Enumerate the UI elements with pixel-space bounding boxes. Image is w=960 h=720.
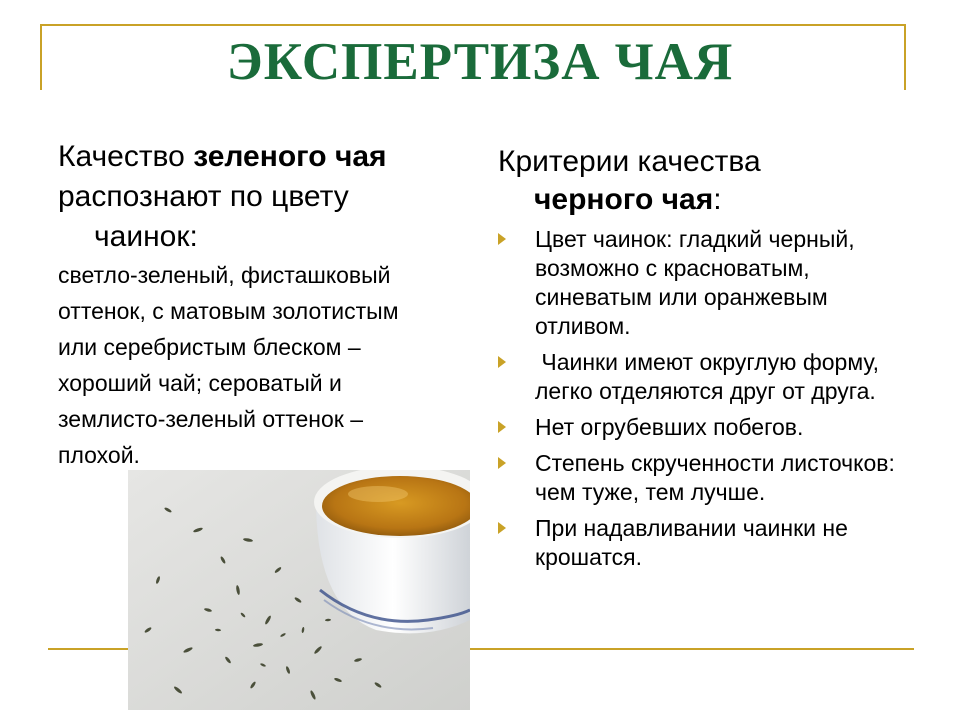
green-tea-line-2: распознают по цвету xyxy=(58,180,349,213)
black-tea-term: черного чая xyxy=(534,183,714,216)
tea-cup-photo xyxy=(128,470,470,710)
bullet-icon xyxy=(498,421,506,433)
criteria-text: При надавливании чаинки не крошатся. xyxy=(535,515,848,570)
green-tea-line-3: чаинок: xyxy=(94,220,198,253)
green-tea-text-line: плохой. xyxy=(58,442,140,468)
bullet-icon xyxy=(498,457,506,469)
bullet-icon xyxy=(498,356,506,368)
green-tea-text-line: землисто-зеленый оттенок – xyxy=(58,406,364,432)
black-tea-heading-line-1: Критерии качества xyxy=(498,145,761,178)
black-tea-section xyxy=(498,143,928,579)
criteria-item xyxy=(498,348,928,406)
criteria-item xyxy=(498,514,928,572)
green-tea-term: зеленого чая xyxy=(193,140,387,173)
green-tea-text-line: светло-зеленый, фисташковый xyxy=(58,262,391,288)
criteria-item xyxy=(498,225,928,341)
criteria-text: Чаинки имеют округлую форму, легко отделяются друг от друга. xyxy=(535,349,886,404)
green-tea-text-line: хороший чай; сероватый и xyxy=(58,370,342,396)
tea-cup-illustration xyxy=(128,470,470,710)
criteria-list xyxy=(498,225,928,572)
cup xyxy=(314,470,470,633)
black-tea-heading-line-2 xyxy=(498,181,928,219)
green-tea-section xyxy=(58,137,488,473)
green-tea-text-line: оттенок, с матовым золотистым xyxy=(58,298,399,324)
criteria-text: Степень скрученности листочков: чем туже, тем лучше. xyxy=(535,450,895,505)
frame-top-line xyxy=(40,24,906,26)
bullet-icon xyxy=(498,233,506,245)
page-title: ЭКСПЕРТИЗА ЧАЯ xyxy=(226,33,734,91)
bullet-icon xyxy=(498,522,506,534)
criteria-text: Цвет чаинок: гладкий черный, возможно с красноватым, синеватым или оранжевым отливом. xyxy=(535,226,855,339)
criteria-item xyxy=(498,413,928,442)
green-tea-line-1 xyxy=(58,137,488,177)
black-tea-colon: : xyxy=(713,183,722,216)
criteria-text: Нет огрубевших побегов. xyxy=(535,414,804,440)
green-tea-text-line: или серебристым блеском – xyxy=(58,334,361,360)
criteria-item xyxy=(498,449,928,507)
green-tea-line-1-plain: Качество xyxy=(58,140,194,173)
